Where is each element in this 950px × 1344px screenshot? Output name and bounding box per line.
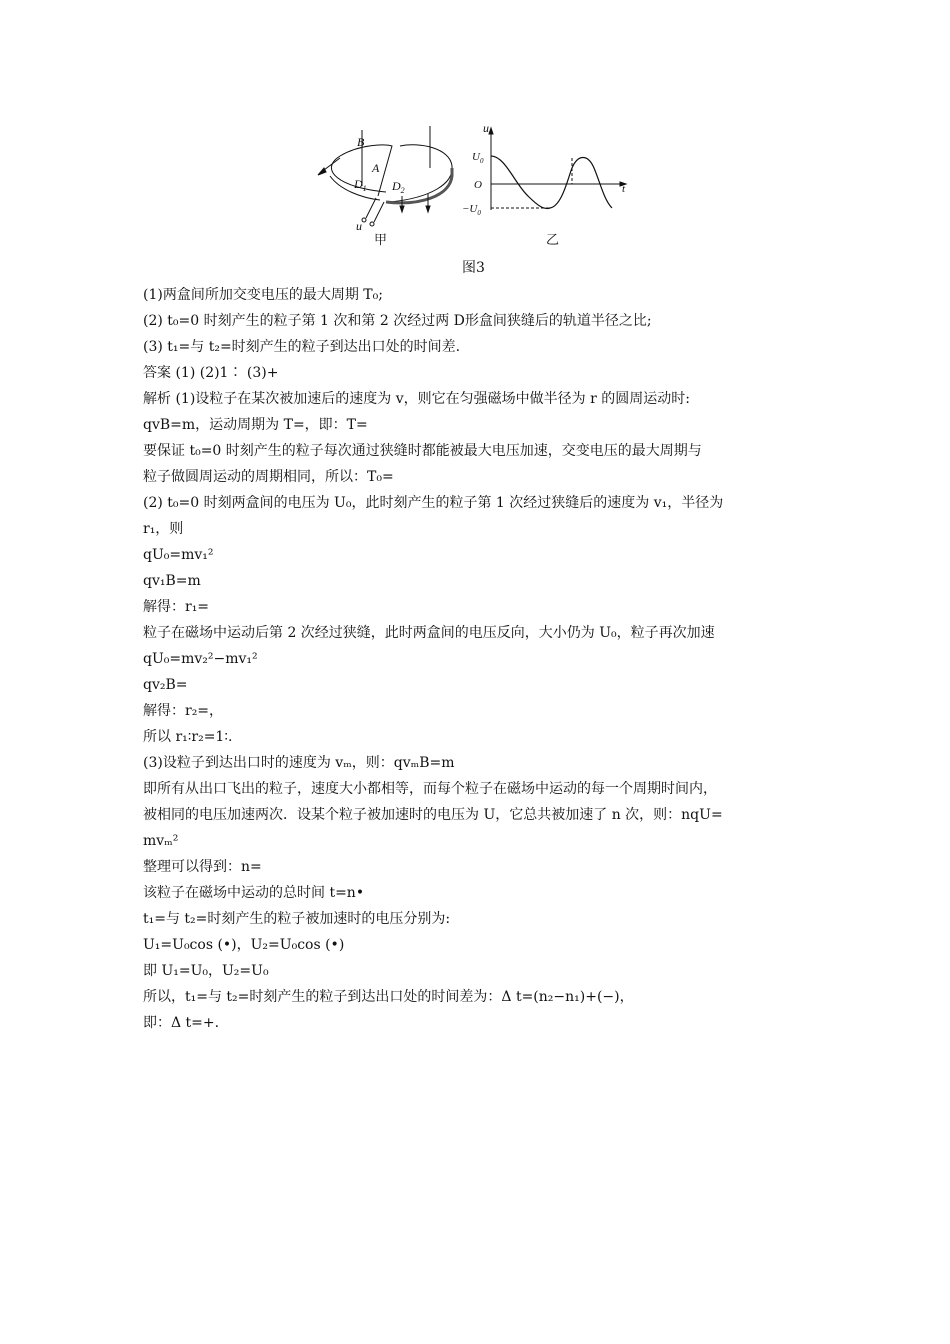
text-line: 粒子在磁场中运动后第 2 次经过狭缝，此时两盒间的电压反向，大小仍为 U₀，粒子再次加速: [143, 625, 715, 641]
label-u: u: [356, 219, 362, 233]
text-line: 解得：r₂=，: [143, 703, 224, 719]
cyclotron-diagram: [318, 126, 452, 226]
text-line: 要保证 t₀=0 时刻产生的粒子每次通过狭缝时都能被最大电压加速，交变电压的最大周期与: [143, 443, 702, 459]
label-negU0: $-U_0$: [462, 203, 481, 217]
text-line: 解得：r₁=: [143, 599, 210, 615]
text-line: 即：Δ t=+.: [143, 1015, 220, 1031]
label-jia: 甲: [374, 232, 388, 247]
text-line: (3)设粒子到达出口时的速度为 vₘ，则：qvₘB=m: [143, 755, 455, 771]
solution-text: [143, 282, 815, 1036]
text-line: 即 U₁=U₀，U₂=U₀: [143, 963, 269, 979]
label-B: B: [357, 135, 365, 149]
figure-3: [300, 118, 650, 278]
text-line: 被相同的电压加速两次．设某个粒子被加速时的电压为 U，它总共被加速了 n 次，则：nqU=: [143, 807, 723, 823]
text-line: U₁=U₀cos (•)，U₂=U₀cos (•): [143, 937, 345, 953]
text-line: (2) t₀=0 时刻两盒间的电压为 U₀，此时刻产生的粒子第 1 次经过狭缝后的速度为 v₁，半径为: [143, 495, 724, 511]
text-line: qv₂B=: [143, 677, 188, 693]
text-line: qvB=m，运动周期为 T=，即：T=: [143, 417, 368, 433]
label-U0: $U_0$: [472, 151, 484, 165]
label-u-axis: u: [483, 121, 489, 135]
label-yi: 乙: [546, 232, 560, 247]
text-line: (1)两盒间所加交变电压的最大周期 T₀;: [143, 287, 383, 303]
label-A: A: [372, 161, 380, 175]
text-line: (3) t₁=与 t₂=时刻产生的粒子到达出口处的时间差.: [143, 339, 461, 355]
text-line: 所以 r₁∶r₂=1∶.: [143, 729, 233, 745]
figure-caption: 图3: [462, 260, 485, 276]
label-D1: $D_1$: [354, 177, 367, 193]
text-line: 整理可以得到：n=: [143, 859, 262, 875]
figure-svg: [300, 118, 650, 278]
text-line: 解析 (1)设粒子在某次被加速后的速度为 v，则它在匀强磁场中做半径为 r 的圆周运动时:: [143, 391, 690, 407]
text-line: qU₀=mv₁²: [143, 547, 214, 563]
text-line: 所以，t₁=与 t₂=时刻产生的粒子到达出口处的时间差为：Δ t=(n₂−n₁)+(−)，: [143, 989, 634, 1005]
text-line: (2) t₀=0 时刻产生的粒子第 1 次和第 2 次经过两 D形盒间狭缝后的轨道半径之比;: [143, 313, 652, 329]
label-O: O: [474, 179, 482, 191]
text-line: qv₁B=m: [143, 573, 201, 589]
label-D2: $D_2$: [392, 179, 405, 195]
voltage-graph: [489, 128, 626, 210]
text-line: 即所有从出口飞出的粒子，速度大小都相等，而每个粒子在磁场中运动的每一个周期时间内，: [143, 781, 717, 797]
text-line: t₁=与 t₂=时刻产生的粒子被加速时的电压分别为:: [143, 911, 451, 927]
text-line: qU₀=mv₂²−mv₁²: [143, 651, 258, 667]
text-line: r₁，则: [143, 521, 184, 537]
text-line: 粒子做圆周运动的周期相同，所以：T₀=: [143, 469, 394, 485]
text-line: 该粒子在磁场中运动的总时间 t=n•: [143, 885, 365, 901]
label-t-axis: t: [622, 183, 626, 195]
text-line: 答案 (1) (2)1∶ (3)+: [143, 365, 279, 381]
text-line: mvₘ²: [143, 833, 179, 849]
